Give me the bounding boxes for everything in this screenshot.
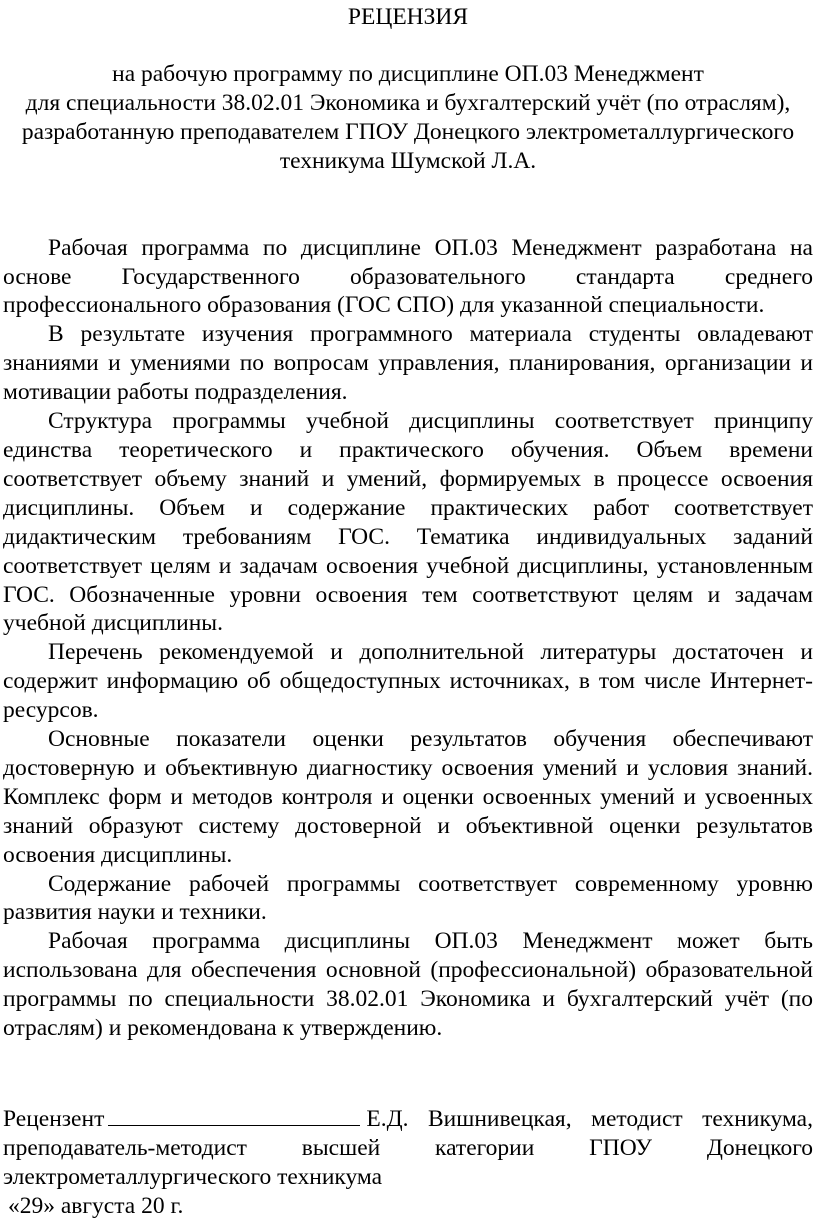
review-date: «29» августа 20 г. [8, 1192, 184, 1219]
paragraph-content: Содержание рабочей программы соответствует современному уровню развития науки и техники. [3, 870, 813, 926]
signature-block [3, 1105, 813, 1221]
review-document [3, 0, 813, 1221]
reviewer-line [3, 1105, 813, 1134]
signature-field [108, 1107, 360, 1126]
subject-line: техникума Шумской Л.А. [279, 147, 537, 174]
review-body [3, 234, 813, 1043]
paragraph-outcomes: В результате изучения программного материала студенты овладевают знаниями и умениями по вопросам управления, планирования, организации и мотивации работы подразделения. [3, 321, 813, 406]
paragraph-assessment: Основные показатели оценки результатов обучения обеспечивают достоверную и объективную диагностику освоения умений и условия знаний. Комплекс форм и методов контроля и оценки освоенных умений и усвоенных знаний образуют систему достоверной и объективной оценки результатов освоения дисциплины. [3, 726, 813, 868]
subject-line: для специальности 38.02.01 Экономика и бухгалтерский учёт (по отраслям), [25, 89, 791, 116]
paragraph-structure: Структура программы учебной дисциплины соответствует принципу единства теоретического и практического обучения. Объем времени соответствует объему знаний и умений, формируемых в процессе освоения дисциплины. Объем и содержание практических работ соответствует дидактическим требованиям ГОС. Тематика индивидуальных заданий соответствует целям и задачам освоения учебной дисциплины, установленным ГОС. Обозначенные уровни освоения тем соответствуют целям и задачам учебной дисциплины. [3, 408, 813, 637]
subject-line: на рабочую программу по дисциплине ОП.03 Менеджмент [112, 61, 704, 87]
reviewer-name: Е.Д. Вишнивецкая, методист техникума, [366, 1106, 813, 1132]
subject-line: разработанную преподавателем ГПОУ Донецкого электрометаллургического [21, 118, 795, 145]
reviewer-position: преподаватель-методист высшей категории ГПОУ Донецкого [3, 1134, 813, 1161]
reviewer-label: Рецензент [3, 1106, 105, 1132]
reviewer-organization: электрометаллургического техникума [3, 1163, 383, 1190]
document-subject [3, 60, 813, 176]
paragraph-literature: Перечень рекомендуемой и дополнительной литературы достаточен и содержит информацию об общедоступных источниках, в том числе Интернет-ресурсов. [3, 639, 813, 724]
paragraph-recommendation: Рабочая программа дисциплины ОП.03 Менеджмент может быть использована для обеспечения основной (профессиональной) образовательной программы по специальности 38.02.01 Экономика и бухгалтерский учёт (по отраслям) и рекомендована к утверждению. [3, 928, 813, 1042]
document-title: РЕЦЕНЗИЯ [347, 4, 469, 30]
paragraph-basis: Рабочая программа по дисциплине ОП.03 Менеджмент разработана на основе Государственного образовательного стандарта среднего профессионального образования (ГОС СПО) для указанной специальности. [3, 234, 813, 319]
